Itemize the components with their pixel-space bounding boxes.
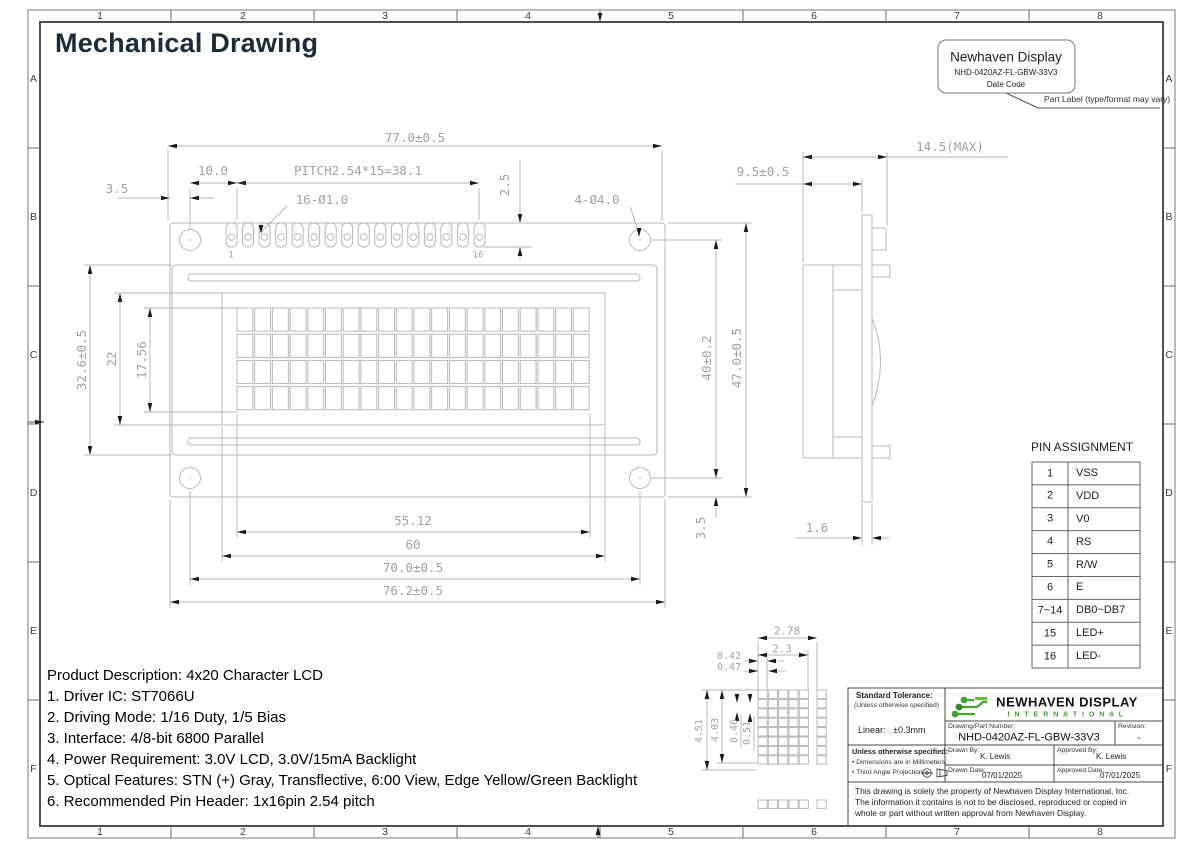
pin-number: 5 xyxy=(1046,558,1054,571)
zone-row-label: C xyxy=(29,348,38,361)
approved-by-value: K. Lewis xyxy=(1096,752,1127,761)
dim-dim-dot-h: 0.46 xyxy=(729,718,740,744)
dim-dim-width-top: 77.0±0.5 xyxy=(384,129,446,145)
zone-row-label: B xyxy=(1165,210,1173,223)
dim-pin-last: 16 xyxy=(472,250,484,261)
part-number-value: NHD-0420AZ-FL-GBW-33V3 xyxy=(958,731,1100,744)
zone-row-label: A xyxy=(29,72,38,85)
pin-number: 7~14 xyxy=(1037,604,1063,617)
pin-number: 6 xyxy=(1046,581,1054,594)
spec-header: Unless otherwise specified: xyxy=(852,747,949,756)
description-line: Product Description: 4x20 Character LCD xyxy=(47,667,323,684)
dim-dim-char-h: 4.03 xyxy=(710,717,721,743)
zone-col-label: 5 xyxy=(668,9,674,22)
zone-row-label: E xyxy=(1165,624,1173,637)
tolerance-note: (Unless otherwise specified) xyxy=(854,702,939,709)
zone-row-label: F xyxy=(30,762,37,775)
dim-dim-window-w: 60 xyxy=(405,536,421,552)
side-pcb xyxy=(862,215,872,502)
dim-dim-depth: 9.5±0.5 xyxy=(736,163,790,179)
part-number-label: Drawing/Part Number: xyxy=(948,723,1016,730)
side-clip-bottom xyxy=(872,446,890,458)
description-line: 2. Driving Mode: 1/16 Duty, 1/5 Bias xyxy=(47,709,287,726)
zone-col-label: 7 xyxy=(954,9,960,22)
zone-col-label: 7 xyxy=(954,825,960,838)
side-clip-top xyxy=(872,265,890,277)
pin-name: V0 xyxy=(1076,512,1090,525)
pin-number: 16 xyxy=(1043,650,1057,663)
dim-dim-pcb-h: 47.0±0.5 xyxy=(728,327,744,389)
bezel-bottom-slot xyxy=(188,438,640,445)
dim-dim-edge-bottom: 3.5 xyxy=(692,516,708,540)
side-pin xyxy=(872,228,886,250)
dot-matrix-detail xyxy=(758,690,826,808)
disclaimer-line3: whole or part without written approval from Newhaven Display. xyxy=(855,808,1087,818)
zone-col-label: 6 xyxy=(811,9,817,22)
page-title: Mechanical Drawing xyxy=(55,28,319,58)
spec-item-projection: • Third Angle Projection xyxy=(852,769,923,776)
zone-col-label: 6 xyxy=(811,825,817,838)
dim-dim-mount-hole: 4-Ø4.0 xyxy=(574,191,620,207)
pin-number: 1 xyxy=(1046,467,1054,479)
pin-number: 15 xyxy=(1043,627,1057,640)
dim-dim-char-w: 55.12 xyxy=(394,512,432,528)
pin-name: RS xyxy=(1076,535,1092,548)
dim-dim-depth-max: 14.5(MAX) xyxy=(916,138,984,154)
dim-dim-window-h: 22 xyxy=(103,351,119,367)
dim-dim-hole-v: 40±0.2 xyxy=(698,335,714,381)
zone-col-label: 4 xyxy=(525,825,531,838)
display-window xyxy=(222,293,605,425)
zone-col-label: 8 xyxy=(1097,9,1103,22)
part-label-brand: Newhaven Display xyxy=(950,49,1062,65)
dim-dim-dot-w: 0.51 xyxy=(742,720,753,746)
description-line: 4. Power Requirement: 3.0V LCD, 3.0V/15mA Backlight xyxy=(47,751,417,768)
dim-dim-char-w: 2.3 xyxy=(772,642,792,656)
drawn-by-value: K. Lewis xyxy=(980,752,1011,761)
pin-name: LED+ xyxy=(1076,627,1104,640)
part-label-number: NHD-0420AZ-FL-GBW-33V3 xyxy=(954,68,1058,77)
description-line: 1. Driver IC: ST7066U xyxy=(47,688,195,705)
zone-col-label: 3 xyxy=(382,9,388,22)
spec-item-mm: • Dimensions are in Millimeters xyxy=(852,759,946,766)
pin-name: R/W xyxy=(1076,558,1098,571)
logo-name: NEWHAVEN DISPLAY xyxy=(996,694,1138,710)
description-line: 3. Interface: 4/8-bit 6800 Parallel xyxy=(47,730,264,747)
description-line: 6. Recommended Pin Header: 1x16pin 2.54 pitch xyxy=(47,793,375,810)
pin-name: VSS xyxy=(1076,467,1099,479)
description-line: 5. Optical Features: STN (+) Gray, Transflective, 6:00 View, Edge Yellow/Green Backlight xyxy=(47,772,638,789)
drawn-date-value: 07/01/2025 xyxy=(982,771,1023,780)
zone-col-label: 4 xyxy=(525,9,531,22)
zone-row-label: E xyxy=(29,624,38,637)
disclaimer-line1: This drawing is solely the property of Newhaven Display International, Inc. xyxy=(855,786,1130,796)
dim-pin-first: 1 xyxy=(228,250,234,261)
drawn-date-label: Drawn Date: xyxy=(948,767,986,774)
zone-row-label: F xyxy=(1165,762,1173,775)
dim-dim-char-pitch-y: 4.51 xyxy=(694,718,705,744)
dim-dim-edge-left: 3.5 xyxy=(105,180,129,196)
tolerance-header: Standard Tolerance: xyxy=(856,691,933,700)
approved-date-label: Approved Date: xyxy=(1057,767,1105,774)
approved-by-label: Approved By: xyxy=(1057,747,1098,754)
approved-date-value: 07/01/2025 xyxy=(1100,771,1141,780)
dim-dim-pitch: PITCH2.54*15=38.1 xyxy=(294,162,422,178)
zone-col-label: 2 xyxy=(240,9,246,22)
inner-border xyxy=(40,22,1163,826)
pin-name: DB0~DB7 xyxy=(1076,604,1126,617)
tolerance-value: Linear: ±0.3mm xyxy=(858,725,926,735)
pin-number: 3 xyxy=(1046,512,1054,525)
dim-dim-char-pitch-x: 2.78 xyxy=(773,624,801,638)
dim-dim-left-offset: 10.0 xyxy=(197,162,229,178)
pin-pads xyxy=(226,223,485,247)
pin-table-title: PIN ASSIGNMENT xyxy=(1031,440,1134,454)
drawn-by-label: Drawn By: xyxy=(948,747,980,754)
zone-row-label: A xyxy=(1165,72,1173,85)
pin-name: VDD xyxy=(1076,489,1100,502)
zone-col-label: 1 xyxy=(97,825,103,838)
zone-row-label: D xyxy=(1165,486,1173,499)
newhaven-logo-icon xyxy=(952,697,987,718)
dim-dim-pin-hole: 16-Ø1.0 xyxy=(295,191,349,207)
dim-dim-dot-gap: 0.42 xyxy=(716,651,742,662)
dim-dim-pin-row: 2.5 xyxy=(496,173,512,197)
disclaimer-line2: The information it contains is not to be disclosed, reproduced or copied in xyxy=(855,797,1127,807)
side-bump xyxy=(872,318,881,406)
zone-col-label: 3 xyxy=(382,825,388,838)
pin-number: 4 xyxy=(1046,535,1054,548)
pin-name: LED- xyxy=(1076,650,1102,663)
third-angle-projection-icon xyxy=(921,769,947,777)
pin-number: 2 xyxy=(1046,489,1054,502)
zone-row-label: B xyxy=(29,210,38,223)
part-label-callout: Part Label (type/format may vary) xyxy=(1044,94,1171,104)
character-grid xyxy=(237,308,589,410)
dim-dim-dot-pitch: 0.47 xyxy=(716,662,742,673)
zone-row-label: C xyxy=(1165,348,1173,361)
zone-col-label: 8 xyxy=(1097,825,1103,838)
dim-dim-bezel-h: 32.6±0.5 xyxy=(73,329,89,391)
dim-dim-hole-w: 70.0±0.5 xyxy=(382,559,444,575)
revision-label: Revision: xyxy=(1118,723,1146,730)
revision-value: - xyxy=(1137,733,1141,744)
part-label-datecode: Date Code xyxy=(986,80,1026,89)
zone-col-label: 1 xyxy=(97,9,103,22)
zone-row-label: D xyxy=(29,486,38,499)
pin-name: E xyxy=(1076,581,1084,594)
dim-dim-char-h: 17.56 xyxy=(133,341,149,379)
dim-dim-pcb-w: 76.2±0.5 xyxy=(382,582,444,598)
zone-col-label: 2 xyxy=(240,825,246,838)
zone-col-label: 5 xyxy=(668,825,674,838)
dim-dim-pcb-t: 1.6 xyxy=(805,519,829,535)
logo-subtitle: I N T E R N A T I O N A L xyxy=(1007,711,1125,719)
bezel-top-slot xyxy=(188,274,640,281)
